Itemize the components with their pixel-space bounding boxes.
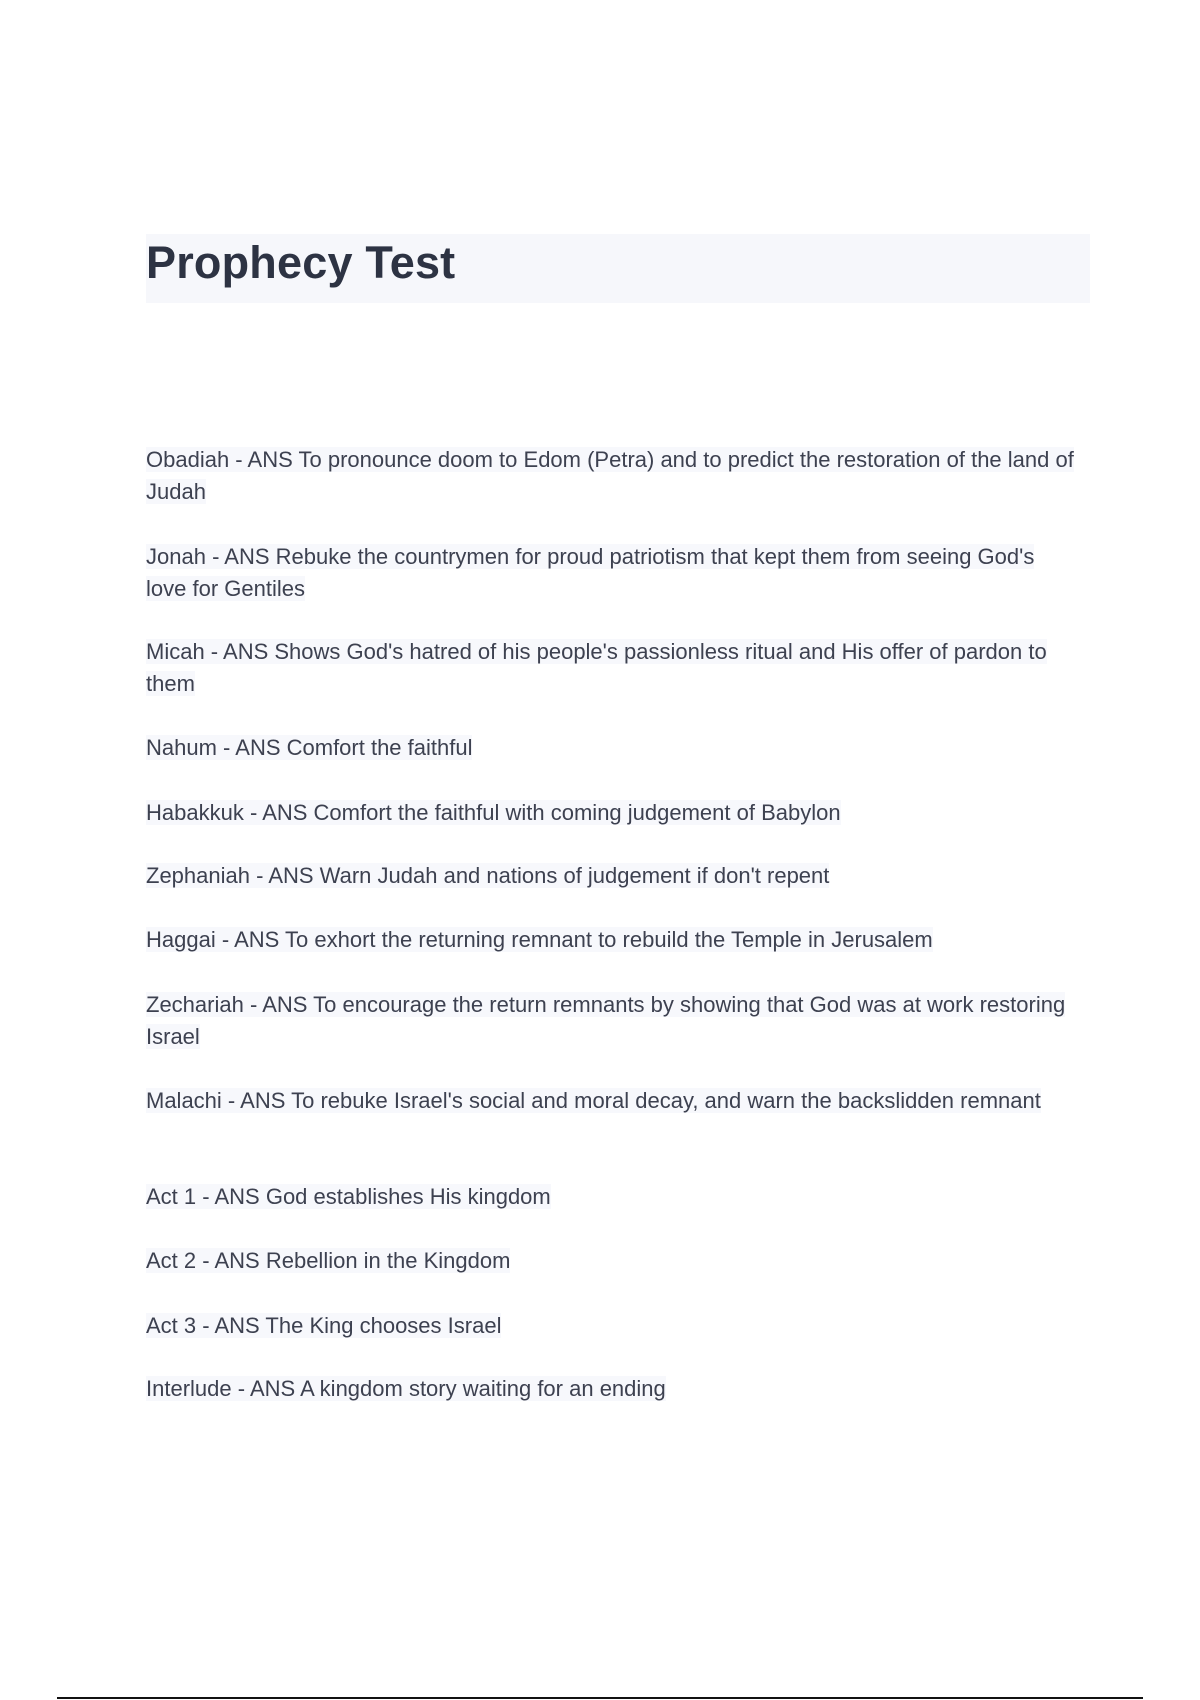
qa-term: Nahum [146,735,217,760]
qa-separator: - [205,544,225,569]
qa-term: Zechariah [146,992,244,1017]
qa-answer: ANS Rebuke the countrymen for proud patriotism that kept them from seeing God's love for Gentiles [146,544,1035,601]
qa-term: Act 3 [146,1313,197,1338]
qa-answer: ANS Warn Judah and nations of judgement if don't repent [268,863,830,888]
qa-term: Malachi [146,1088,222,1113]
qa-item-interlude [146,1373,1076,1405]
qa-separator: - [196,1313,215,1338]
qa-answer: ANS Shows God's hatred of his people's passionless ritual and His offer of pardon to them [146,639,1047,696]
qa-answer: ANS God establishes His kingdom [214,1184,551,1209]
qa-item-micah [146,636,1076,700]
qa-term: Act 2 [146,1248,197,1273]
qa-separator: - [243,992,263,1017]
qa-term: Interlude [146,1376,232,1401]
footer-divider [57,1697,1143,1699]
document-title: Prophecy Test [146,237,456,288]
qa-item-zephaniah [146,860,1076,892]
qa-item-act-2 [146,1245,1076,1277]
qa-item-zechariah [146,989,1076,1053]
qa-term: Haggai [146,927,216,952]
qa-answer: ANS To rebuke Israel's social and moral decay, and warn the backslidden remnant [240,1088,1041,1113]
qa-separator: - [229,447,248,472]
qa-item-act-3 [146,1310,1076,1342]
qa-term: Micah [146,639,205,664]
qa-separator: - [204,639,224,664]
qa-separator: - [249,863,269,888]
qa-separator: - [215,927,235,952]
qa-answer: ANS Rebellion in the Kingdom [214,1248,511,1273]
qa-answer: ANS The King chooses Israel [214,1313,502,1338]
qa-item-nahum [146,732,1076,764]
qa-term: Jonah [146,544,206,569]
qa-answer: ANS To exhort the returning remnant to rebuild the Temple in Jerusalem [234,927,933,952]
qa-item-act-1 [146,1181,1076,1213]
qa-item-obadiah [146,444,1076,508]
qa-answer: ANS Comfort the faithful [235,735,473,760]
qa-item-haggai [146,924,1076,956]
qa-answer: ANS To pronounce doom to Edom (Petra) and to predict the restoration of the land of Judah [146,447,1074,504]
qa-item-habakkuk [146,797,1076,829]
qa-answer: ANS Comfort the faithful with coming judgement of Babylon [262,800,841,825]
qa-separator: - [221,1088,241,1113]
qa-separator: - [243,800,263,825]
qa-separator: - [216,735,236,760]
qa-answer: ANS To encourage the return remnants by showing that God was at work restoring Israel [146,992,1066,1049]
qa-term: Zephaniah [146,863,250,888]
qa-term: Act 1 [146,1184,197,1209]
qa-separator: - [196,1248,215,1273]
qa-separator: - [196,1184,215,1209]
qa-term: Obadiah [146,447,230,472]
qa-term: Habakkuk [146,800,244,825]
qa-answer: ANS A kingdom story waiting for an ending [249,1376,666,1401]
qa-item-malachi [146,1085,1076,1117]
qa-item-jonah [146,541,1076,605]
qa-separator: - [231,1376,250,1401]
